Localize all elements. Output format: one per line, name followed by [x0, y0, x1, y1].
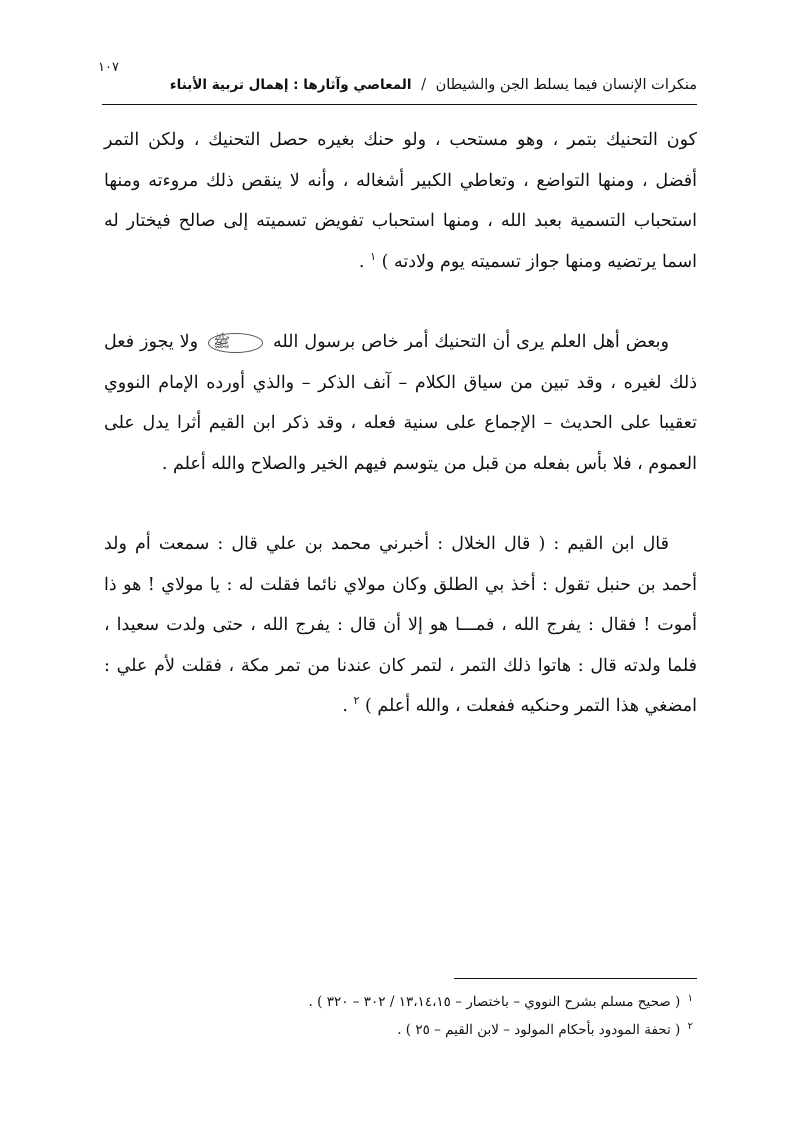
footnote-ref-1: ١ [370, 249, 376, 263]
header-divider [102, 104, 697, 105]
running-header [170, 74, 697, 96]
header-section-title: المعاصي وآثارها : إهمال تربية الأبناء [169, 77, 412, 93]
footnote-1-number: ١ [687, 992, 693, 1004]
paragraph-3 [104, 524, 697, 727]
footnote-2-number: ٢ [687, 1020, 693, 1032]
footnotes [104, 988, 693, 1044]
footnote-1-text: ( صحيح مسلم بشرح النووي – باختصار – ١٣،١٤،١٥ / ٣٠٢ – ٣٢٠ ) . [308, 994, 681, 1010]
footnote-ref-2: ٢ [353, 694, 360, 708]
footnote-2-text: ( تحفة المودود بأحكام المولود – لابن القيم – ٢٥ ) . [397, 1022, 681, 1038]
paragraph-3-end: . [342, 696, 348, 716]
salawat-honorific-icon: ﷺ [208, 333, 263, 353]
paragraph-1-end: . [358, 251, 365, 272]
footnote-divider [454, 978, 697, 979]
paragraph-1 [104, 120, 697, 282]
paragraph-3-text: قال ابن القيم : ( قال الخلال : أخبرني محمد بن علي قال : سمعت أم ولد أحمد بن حنبل تقول : أخذ بي الطلق وكان مولاي نائما فقلت له : يا مولاي ! هو ذا أموت ! فقال : يفرج الله ، فمـــا هو إلا أن قال : يفرج الله ، حتى ولدت سعيدا ، فلما ولدته قال : هاتوا ذلك التمر ، لتمر كان عندنا من تمر مكة ، فقلت لأم علي : امضغي هذا التمر وحنكيه ففعلت ، والله أعلم ) [104, 534, 697, 716]
footnote-2 [104, 1016, 693, 1044]
paragraph-2 [104, 322, 697, 484]
header-book-title: منكرات الإنسان فيما يسلط الجن والشيطان [435, 77, 697, 93]
paragraph-1-text: كون التحنيك بتمر ، وهو مستحب ، ولو حنك بغيره حصل التحنيك ، ولكن التمر أفضل ، ومنها التواضع ، وتعاطي الكبير أشغاله ، وأنه لا ينقص ذلك مروءته ومنها استحباب التسمية بعبد الله ، ومنها استحباب تفويض تسميته إلى صالح فيختار له اسما يرتضيه ومنها جواز تسميته يوم ولادته ) [104, 130, 697, 272]
footnote-1 [104, 988, 693, 1016]
main-text [104, 120, 697, 727]
paragraph-2-start: وبعض أهل العلم يرى أن التحنيك أمر خاص برسول الله [273, 332, 669, 352]
page-number: ١٠٧ [98, 60, 119, 75]
header-separator: / [421, 77, 426, 93]
paragraph-2-rest: ولا يجوز فعل ذلك لغيره ، وقد تبين من سياق الكلام – آنف الذكر – والذي أورده الإمام النووي تعقيبا على الحديث – الإجماع على سنية فعله ، وقد ذكر ابن القيم أثرا يدل على العموم ، فلا بأس بفعله من قبل من يتوسم فيهم الخير والصلاح والله أعلم . [104, 332, 697, 474]
